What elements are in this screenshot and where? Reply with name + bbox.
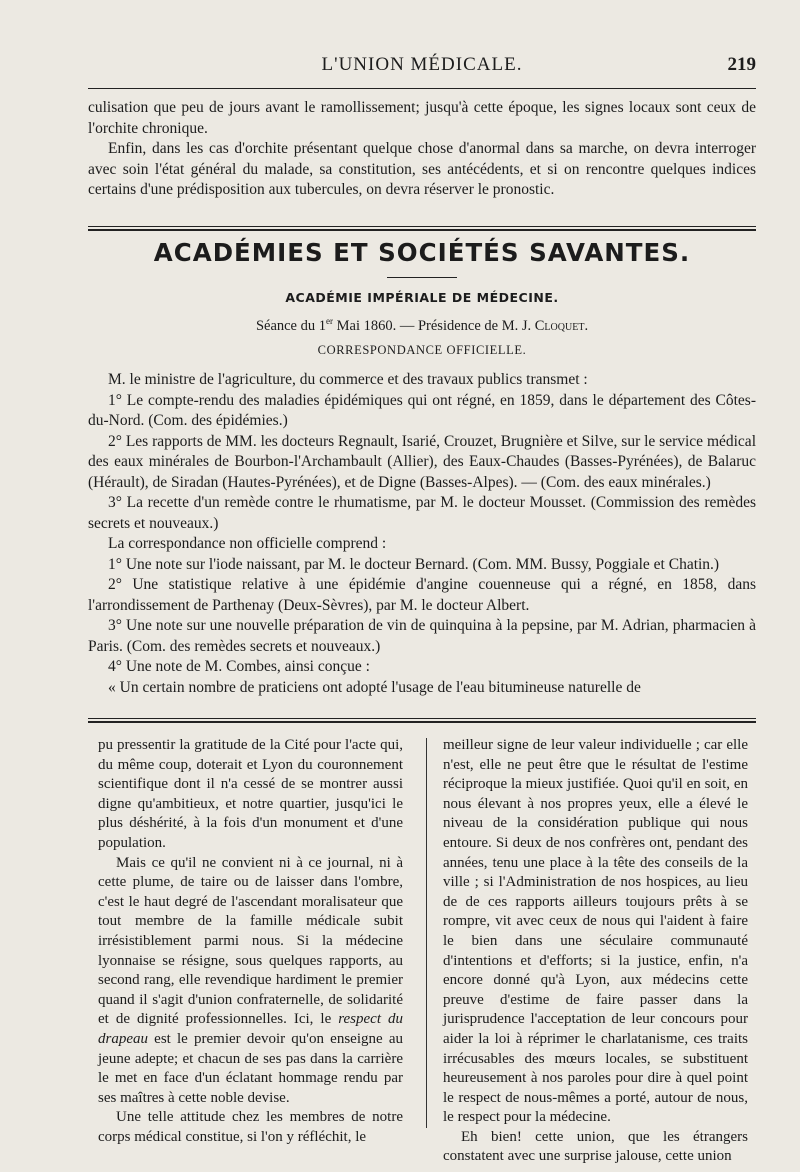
column-separator: [426, 738, 427, 1128]
feuilleton-divider: [88, 718, 756, 723]
intro-paragraph-1: culisation que peu de jours avant le ramollissement; jusqu'à cette époque, les signes locaux sont ceux de l'orchite chronique.: [88, 99, 756, 137]
body-paragraph-5: La correspondance non officielle comprend :: [108, 535, 387, 552]
feuilleton-right-column: [443, 736, 748, 1167]
body-paragraph-2: 1° Le compte-rendu des maladies épidémiques qui ont régné, en 1859, dans le département des Côtes-du-Nord. (Com. des épidémies.): [88, 391, 756, 429]
right-paragraph-2: Eh bien! cette union, que les étrangers constatent avec une surprise jalouse, cette union: [443, 1128, 748, 1165]
body-paragraph-6: 1° Une note sur l'iode naissant, par M. le docteur Bernard. (Com. MM. Bussy, Poggiale et Chatin.): [108, 555, 720, 573]
body-paragraph-3: 2° Les rapports de MM. les docteurs Regnault, Isarié, Crouzet, Brugnière et Silve, sur le service médical des eaux minérales de Bourbon-l'Archambault (Allier), des Eaux-Chaudes (Basses-Pyrénées), de Balaruc (Hérault), de Siradan (Hautes-Pyrénées), et de Digne (Basses-Alpes). — (Com. des eaux minérales.): [88, 432, 756, 491]
body-paragraph-7: 2° Une statistique relative à une épidémie d'angine couenneuse qui a régné, en 1858, dans l'arrondissement de Parthenay (Deux-Sèvres), par M. le docteur Albert.: [88, 576, 756, 614]
body-paragraph-9: 4° Une note de M. Combes, ainsi conçue :: [108, 658, 370, 675]
section-divider-top: [88, 226, 756, 231]
page-number: 219: [727, 54, 756, 75]
body-paragraph-8: 3° Une note sur une nouvelle préparation de vin de quinquina à la pepsine, par M. Adrian, pharmacien à Paris. (Com. des remèdes secrets et nouveaux.): [88, 617, 756, 655]
feuilleton-left-column: [98, 736, 403, 1147]
section-title-underline: [387, 277, 457, 278]
academie-heading: ACADÉMIE IMPÉRIALE DE MÉDECINE.: [285, 290, 559, 305]
left-paragraph-2: Mais ce qu'il ne convient ni à ce journal, ni à cette plume, de taire ou de laisser dans l'ombre, c'est le haut degré de l'ascendant moralisateur que tout membre de la famille médicale subit irrésistiblement parmi nous. Si la médecine lyonnaise se résigne, sous quelques rapports, au second rang, elle revendique hardiment le premier quand il s'agit d'union confraternelle, de solidarité et de dignité professionnelles. Ici, le respect du drapeau est le premier devoir qu'on enseigne au jeune adepte; et chacun de ses pas dans la carrière le met en face d'un éclatant hommage rendu par ses maîtres à cette noble devise.: [98, 854, 403, 1106]
running-header: [88, 50, 756, 86]
intro-text: [88, 98, 756, 201]
right-paragraph-1: meilleur signe de leur valeur individuelle ; car elle n'est, elle ne peut être que le résultat de l'estime réciproque la mieux justifiée. Quoi qu'il en soit, en nous élevant à nos propres yeux, elle a élevé le niveau de la considération publique qui nous entoure. Si deux de nos confrères ont, pendant des années, tenu une place à la tête des conseils de la ville ; si l'Administration de nos hospices, au lieu de de ces rapports ailleurs toujours prêts à se rompre, vit avec ceux de nous qui l'aident à faire le bien dans une séculaire communauté d'intentions et d'efforts; si la justice, enfin, n'a encore donné qu'à Lyon, aux médecins cette preuve d'estime de faire passer dans la jurisprudence l'acceptation de leur concours pour aider la loi à réprimer le charlatanisme, ces traits irrécusables des mœurs locales, se substituent heureusement à nos paroles pour dire à quel point le respect de nous-mêmes a porté, autour de nous, le respect pour la médecine.: [443, 737, 748, 1126]
body-paragraph-4: 3° La recette d'un remède contre le rhumatisme, par M. le docteur Mousset. (Commission des remèdes secrets et nouveaux.): [88, 494, 756, 532]
body-paragraph-1: M. le ministre de l'agriculture, du commerce et des travaux publics transmet :: [108, 371, 588, 388]
correspondance-heading: CORRESPONDANCE OFFICIELLE.: [317, 343, 527, 357]
journal-title: L'UNION MÉDICALE.: [321, 54, 523, 75]
header-rule: [88, 88, 756, 89]
body-paragraph-10: « Un certain nombre de praticiens ont adopté l'usage de l'eau bitumineuse naturelle de: [108, 678, 641, 696]
seance-line: Séance du 1er Mai 1860. — Présidence de M. J. Cloquet.: [255, 316, 589, 334]
section-title: ACADÉMIES ET SOCIÉTÉS SAVANTES.: [153, 238, 691, 267]
left-paragraph-1: pu pressentir la gratitude de la Cité pour l'acte qui, du même coup, doterait et Lyon du couronnement scientifique dont il n'a cessé de se montrer aussi digne qu'ambitieux, et notre quartier, jusqu'ici le plus déshérité, à la fois d'un monument et d'une population.: [98, 737, 403, 851]
left-paragraph-3: Une telle attitude chez les membres de notre corps médical constitue, si l'on y réfléchit, le: [98, 1109, 403, 1145]
intro-paragraph-2: Enfin, dans les cas d'orchite présentant quelque chose d'anormal dans sa marche, on devra interroger avec soin l'état général du malade, sa constitution, ses antécédents, et si on rencontre quelques indices certains d'une prédisposition aux tubercules, on devra réserver le pronostic.: [88, 140, 756, 198]
proceedings-text: [88, 370, 756, 698]
